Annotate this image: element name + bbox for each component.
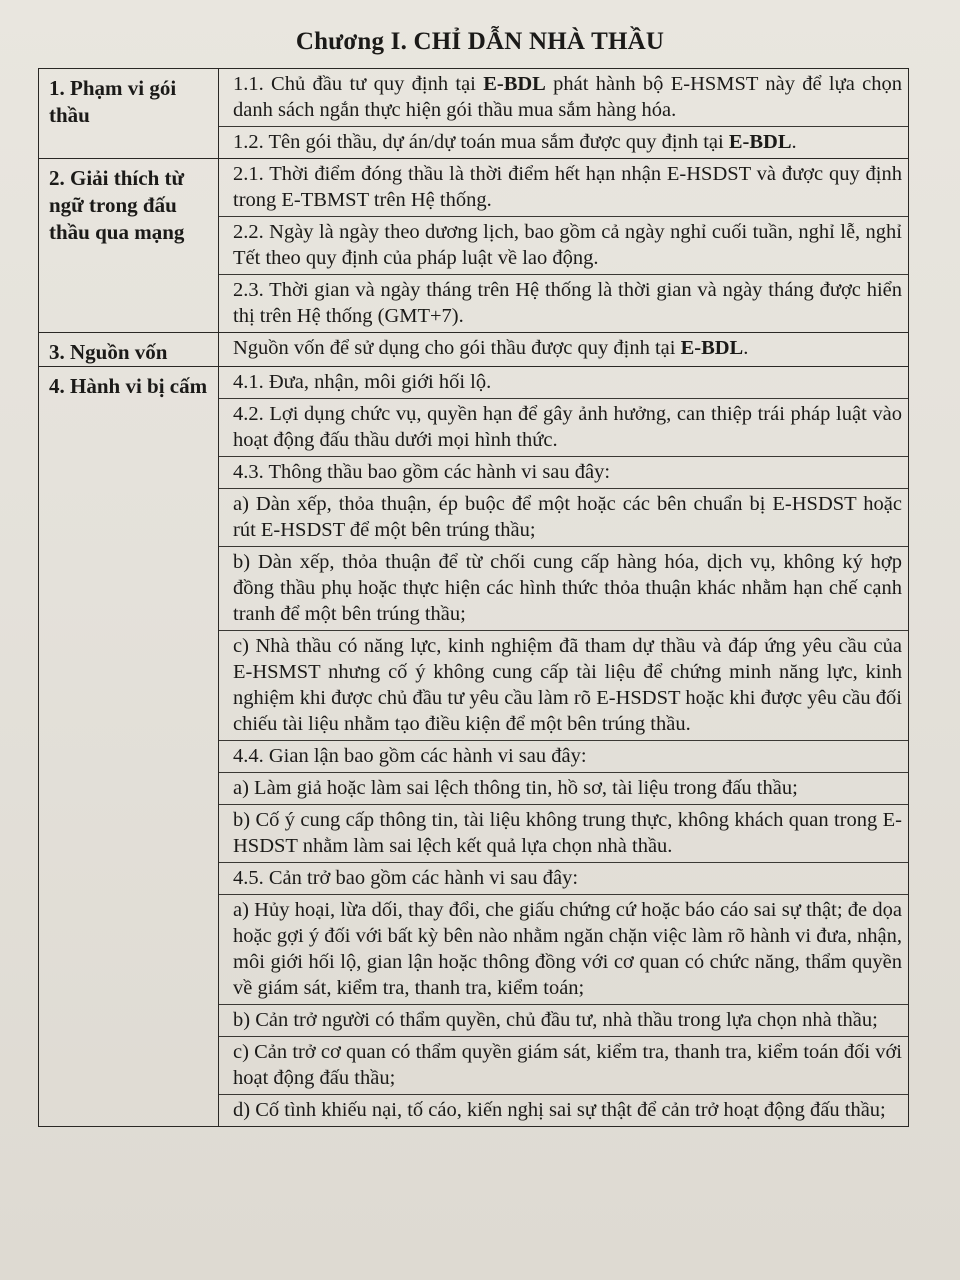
clause-text: 1.2. Tên gói thầu, dự án/dự toán mua sắm được quy định tại bbox=[233, 131, 729, 153]
clause-text: b) Cản trở người có thẩm quyền, chủ đầu tư, nhà thầu trong lựa chọn nhà thầu; bbox=[233, 1009, 878, 1031]
clause-text: c) Cản trở cơ quan có thẩm quyền giám sát, kiểm tra, thanh tra, kiểm toán đối với hoạt động đấu thầu; bbox=[233, 1041, 902, 1089]
clause-reference-bold: E-BDL bbox=[728, 131, 792, 153]
clause-paragraph bbox=[219, 457, 908, 489]
section-heading: 4. Hành vi bị cấm bbox=[39, 367, 219, 1127]
clause-paragraph bbox=[219, 69, 908, 127]
section-heading: 2. Giải thích từ ngữ trong đấu thầu qua mạng bbox=[39, 159, 219, 333]
clause-paragraph bbox=[219, 547, 908, 631]
clause-paragraph bbox=[219, 275, 908, 332]
clause-text: d) Cố tình khiếu nại, tố cáo, kiến nghị sai sự thật để cản trở hoạt động đấu thầu; bbox=[233, 1099, 886, 1121]
clause-paragraph bbox=[219, 127, 908, 158]
clause-paragraph bbox=[219, 489, 908, 547]
clause-paragraph bbox=[219, 863, 908, 895]
clause-text: a) Làm giả hoặc làm sai lệch thông tin, hồ sơ, tài liệu trong đấu thầu; bbox=[233, 777, 798, 799]
clause-text-tail: . bbox=[743, 337, 749, 359]
clause-text: b) Cố ý cung cấp thông tin, tài liệu không trung thực, không khách quan trong E-HSDST nhằm làm sai lệch kết quả lựa chọn nhà thầu. bbox=[233, 809, 902, 857]
clause-paragraph bbox=[219, 159, 908, 217]
clause-text: a) Hủy hoại, lừa dối, thay đổi, che giấu chứng cứ hoặc báo cáo sai sự thật; đe dọa hoặc gợi ý đối với bất kỳ bên nào nhằm ngăn chặn việc làm rõ hành vi đưa, nhận, môi giới hối lộ, gian lận hoặc thông đồng với cơ quan có chức năng, thẩm quyền về giám sát, kiểm tra, thanh tra, kiểm toán; bbox=[233, 899, 902, 999]
section-row bbox=[39, 159, 909, 333]
clause-paragraph bbox=[219, 333, 908, 364]
section-content bbox=[219, 367, 909, 1127]
section-row bbox=[39, 333, 909, 367]
clause-paragraph bbox=[219, 367, 908, 399]
clause-text: 4.4. Gian lận bao gồm các hành vi sau đây: bbox=[233, 745, 587, 767]
clause-paragraph bbox=[219, 631, 908, 741]
clause-text: 2.1. Thời điểm đóng thầu là thời điểm hết hạn nhận E-HSDST và được quy định trong E-TBMST trên Hệ thống. bbox=[233, 163, 902, 211]
clause-text: 1.1. Chủ đầu tư quy định tại bbox=[233, 73, 484, 95]
clause-text: 4.3. Thông thầu bao gồm các hành vi sau đây: bbox=[233, 461, 611, 483]
page-title: Chương I. CHỈ DẪN NHÀ THẦU bbox=[295, 28, 665, 55]
clause-text: 2.3. Thời gian và ngày tháng trên Hệ thống là thời gian và ngày tháng được hiển thị trên Hệ thống (GMT+7). bbox=[233, 279, 902, 327]
clause-text: 4.5. Cản trở bao gồm các hành vi sau đây: bbox=[233, 867, 579, 889]
section-content bbox=[219, 69, 909, 159]
clause-text: a) Dàn xếp, thỏa thuận, ép buộc để một hoặc các bên chuẩn bị E-HSDST hoặc rút E-HSDST để một bên trúng thầu; bbox=[233, 493, 902, 541]
clause-text: 4.2. Lợi dụng chức vụ, quyền hạn để gây ảnh hưởng, can thiệp trái pháp luật vào hoạt động đấu thầu dưới mọi hình thức. bbox=[233, 403, 902, 451]
clause-paragraph bbox=[219, 741, 908, 773]
clause-text: b) Dàn xếp, thỏa thuận để từ chối cung cấp hàng hóa, dịch vụ, không ký hợp đồng thầu phụ hoặc thực hiện các hình thức thỏa thuận khác nhằm hạn chế cạnh tranh để một bên trúng thầu; bbox=[233, 551, 902, 625]
section-heading: 3. Nguồn vốn bbox=[39, 333, 219, 367]
clause-paragraph bbox=[219, 895, 908, 1005]
clause-paragraph bbox=[219, 399, 908, 457]
section-content bbox=[219, 333, 909, 367]
section-heading: 1. Phạm vi gói thầu bbox=[39, 69, 219, 159]
clause-paragraph bbox=[219, 1095, 908, 1126]
section-row bbox=[39, 69, 909, 159]
clause-paragraph bbox=[219, 805, 908, 863]
clause-text: 2.2. Ngày là ngày theo dương lịch, bao gồm cả ngày nghỉ cuối tuần, nghỉ lễ, nghỉ Tết theo quy định của pháp luật về lao động. bbox=[233, 221, 902, 269]
clause-text-tail: . bbox=[791, 131, 797, 153]
clause-text-tail: phát hành bộ E-HSMST này để lựa chọn danh sách ngắn thực hiện gói thầu mua sắm hàng hóa. bbox=[233, 73, 902, 121]
clause-text: 4.1. Đưa, nhận, môi giới hối lộ. bbox=[233, 371, 492, 393]
clause-reference-bold: E-BDL bbox=[483, 73, 546, 95]
instructions-table bbox=[38, 68, 909, 1127]
section-content bbox=[219, 159, 909, 333]
clause-paragraph bbox=[219, 1005, 908, 1037]
clause-reference-bold: E-BDL bbox=[680, 337, 744, 359]
clause-text: c) Nhà thầu có năng lực, kinh nghiệm đã tham dự thầu và đáp ứng yêu cầu của E-HSMST nhưng cố ý không cung cấp tài liệu để chứng minh năng lực, kinh nghiệm khi được chủ đầu tư yêu cầu làm rõ E-HSDST hoặc khi được yêu cầu đối chiếu tài liệu nhằm tạo điều kiện để một bên trúng thầu. bbox=[233, 635, 902, 735]
clause-paragraph bbox=[219, 773, 908, 805]
clause-paragraph bbox=[219, 1037, 908, 1095]
clause-paragraph bbox=[219, 217, 908, 275]
section-row bbox=[39, 367, 909, 1127]
clause-text: Nguồn vốn để sử dụng cho gói thầu được quy định tại bbox=[233, 337, 681, 359]
